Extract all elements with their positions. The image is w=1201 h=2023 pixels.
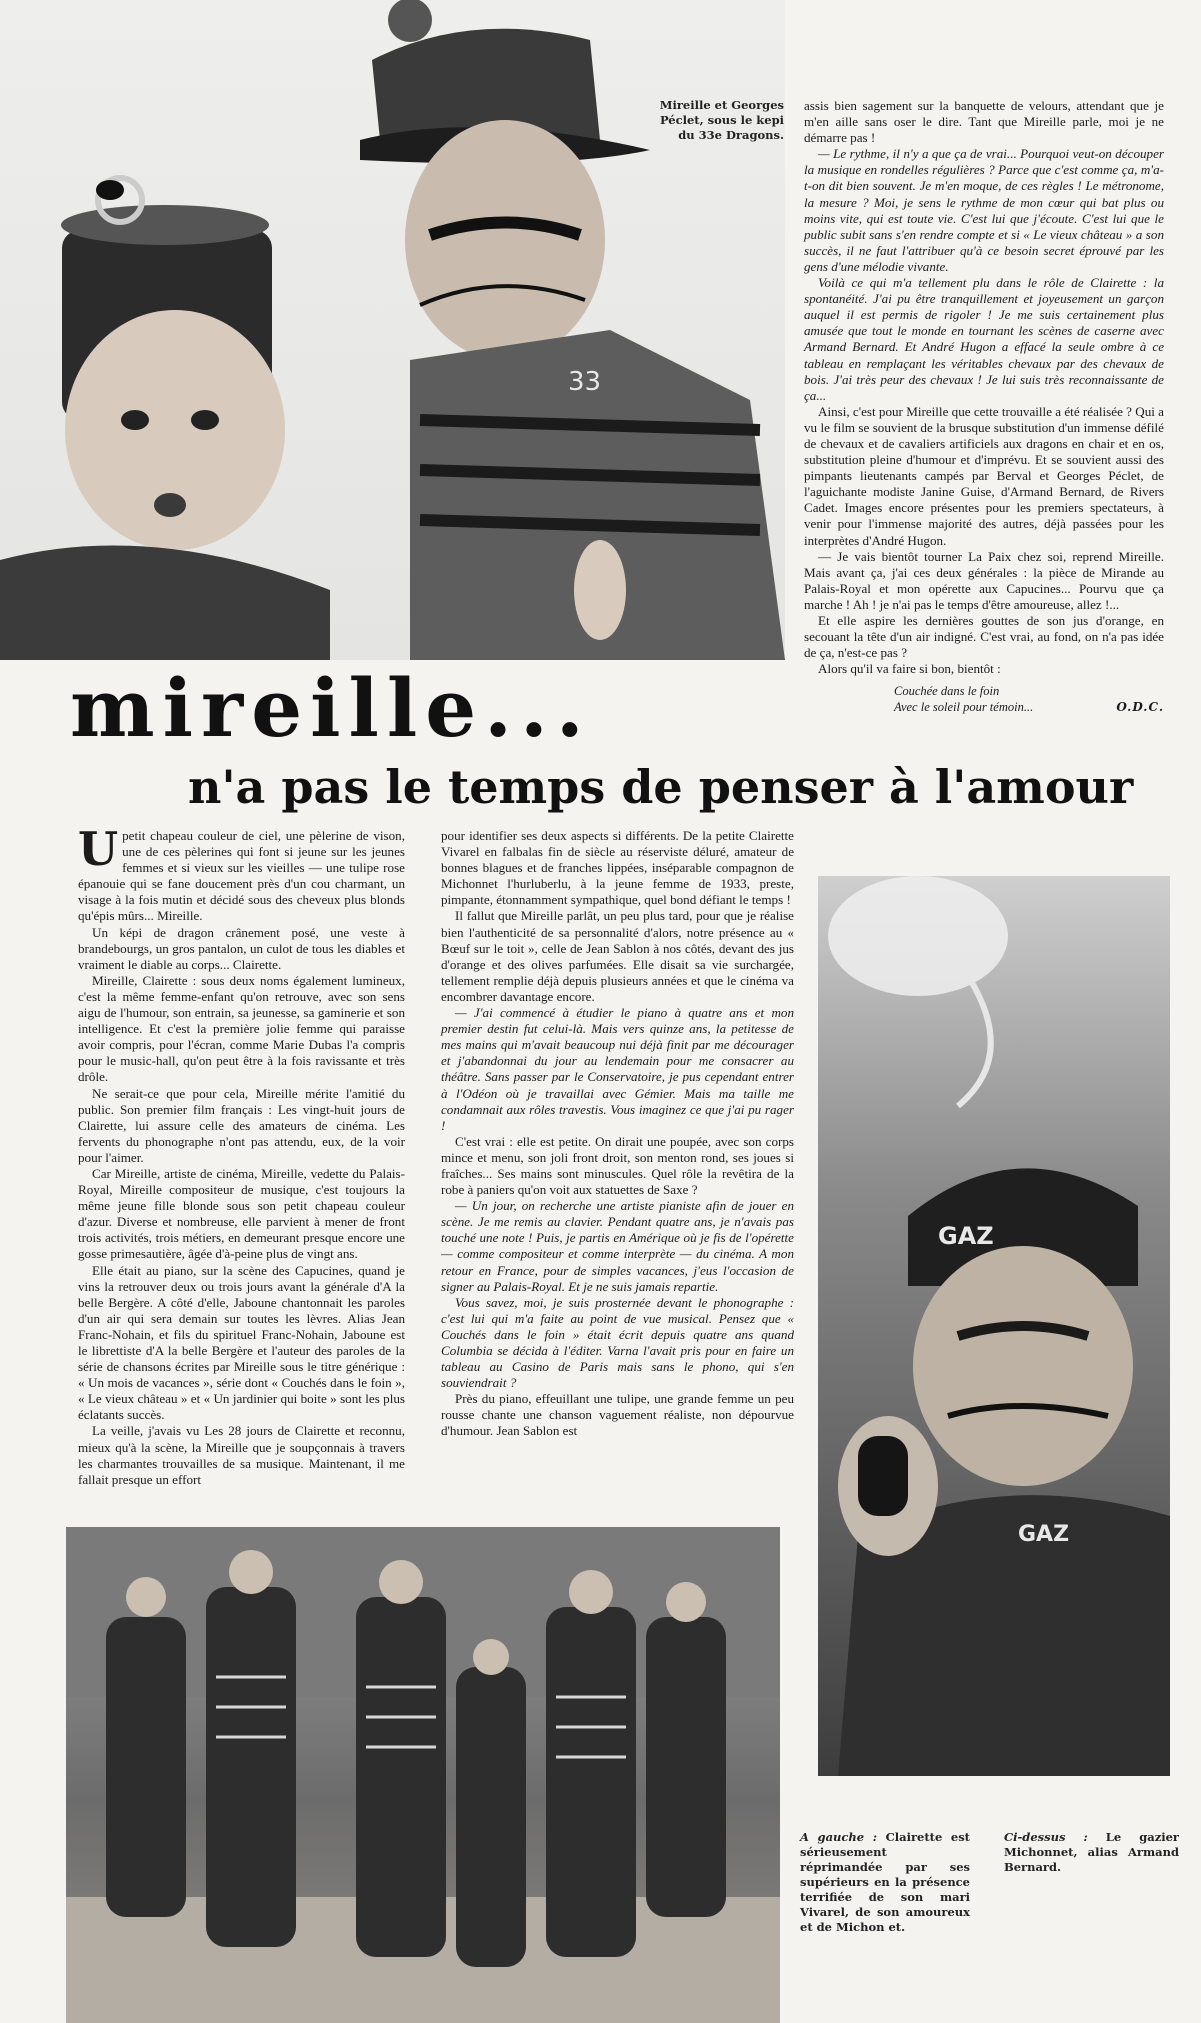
column-left bbox=[78, 822, 405, 1488]
paragraph: — Un jour, on recherche une artiste pianiste afin de jouer en scène. Je me remis au clavier. Pendant quatre ans, je n'avais pas touché une note ! Puis, je partis en Amérique où je fis de l'opérette — comme compositeur et comme interprète — du cinéma. A mon retour en France, pour de simples vacances, j'eus l'occasion de signer au Palais-Royal. Et je ne suis jamais repartie. bbox=[441, 1198, 794, 1294]
paragraph: assis bien sagement sur la banquette de velours, attendant que je m'en aille sans oser le dire. Tant que Mireille parle, moi je ne démarre pas ! bbox=[804, 98, 1164, 146]
paragraph: Voilà ce qui m'a tellement plu dans le rôle de Clairette : la spontanéité. J'ai pu être tranquillement et joyeusement un garçon auquel il est permis de rigoler ! Je me suis certainement plus amusée que tout le monde en tournant les scènes de caserne avec Armand Bernard. Et André Hugon a effacé la seule ombre à ce tableau en remplaçant les véritables chevaux par des chevaux de bois. J'ai très peur des chevaux ! Je lui suis très reconnaissante de ça... bbox=[804, 275, 1164, 403]
bottom-left-photo bbox=[66, 1527, 780, 2023]
kepi-number: 33 bbox=[568, 367, 602, 397]
paragraph: Ne serait-ce que pour cela, Mireille mérite l'amitié du public. Son premier film français : Les vingt-huit jours de Clairette, lui assure celle des amateurs de cinéma. Les fervents du phonographe n'ont pas attendu, eux, de la voir pour l'aimer. bbox=[78, 1085, 405, 1165]
paragraph: La veille, j'avais vu Les 28 jours de Clairette et reconnu, mieux qu'à la scène, la Mireille que je soupçonnais à travers les charmantes trouvailles de sa musique. Maintenant, il me fallait presque un effort bbox=[78, 1423, 405, 1487]
paragraph: Il fallut que Mireille parlât, un peu plus tard, pour que je réalise bien l'authenticité de sa personnalité d'alors, notre présence au « Bœuf sur le toit », celle de Jean Sablon à nos côtés, devant des jus d'orange et des olives parfumées. Elle disait sa vie surchargée, tellement remplie déjà depuis plusieurs années et que le cinéma va encombrer davantage encore. bbox=[441, 908, 794, 1004]
headline: mireille... bbox=[70, 661, 592, 755]
paragraph: Un képi de dragon crânement posé, une veste à brandebourgs, un gros pantalon, un culot de tous les diables et vraiment le diable au corps... Clairette. bbox=[78, 924, 405, 972]
paragraph: Alors qu'il va faire si bon, bientôt : bbox=[818, 661, 1001, 677]
column-right bbox=[804, 98, 1164, 715]
top-photo-caption: Mireille et Georges Péclet, sous le kepi du 33e Dragons. bbox=[659, 98, 784, 142]
paragraph: pour identifier ses deux aspects si différents. De la petite Clairette Vivarel en falbalas fin de siècle au réserviste déluré, amateur de bonnes blagues et de franches lippées, inséparable compagnon de Michonnet l'hurluberlu, à la jeune femme de 1933, preste, pimpante, étonnamment sympathique, quel bond défiant le temps ! bbox=[441, 828, 794, 908]
cap-badge: GAZ bbox=[938, 1222, 994, 1250]
poem bbox=[894, 683, 1164, 715]
caption-right-text: Le gazier Michonnet, alias Armand Bernard. bbox=[1004, 1830, 1179, 1874]
paragraph: Et elle aspire les dernières gouttes de son jus d'orange, en secouant la tête d'un air indigné. C'est vrai, au fond, on n'a pas idée de ça, n'est-ce pas ? bbox=[804, 613, 1164, 661]
paragraph: Elle était au piano, sur la scène des Capucines, quand je vins la retrouver deux ou trois jours avant la générale d'A la belle Bergère. A côté d'elle, Jaboune chantonnait les paroles d'un air qui sera demain sur toutes les lèvres. Alias Jean Franc-Nohain, et fils du spirituel Franc-Nohain, Jaboune est le librettiste d'A la belle Bergère et l'auteur des paroles de la série de chansons écrites par Mireille sous le titre générique : « Un mois de vacances », série dont « Couchés dans le foin », « Le vieux château » et « Un jardinier qui boite » sont les plus éclatants succès. bbox=[78, 1262, 405, 1423]
paragraph: C'est vrai : elle est petite. On dirait une poupée, avec son corps mince et menu, son joli front droit, son menton rond, ses joues si fraîches... Ses mains sont minuscules. Quel rôle la revêtira de la robe à paniers qu'on voit aux statuettes de Saxe ? bbox=[441, 1133, 794, 1198]
paragraph: — J'ai commencé à étudier le piano à quatre ans et mon premier destin fut celui-là. Mais vers quinze ans, la petitesse de mes mains qui m'avait beaucoup nui déjà finit par me décourager et j'abandonnai du jour au lendemain pour me consacrer au théâtre. Sans passer par le Conservatoire, je pus cependant entrer à l'Odéon où je travaillai avec Gémier. Mais ma taille me condamnait aux rôles travestis. Vous imaginez ce que j'ai pu rager ! bbox=[441, 1005, 794, 1133]
paragraph: Mireille, Clairette : sous deux noms également lumineux, c'est la même femme-enfant qu'on retrouve, avec son sens aigu de l'humour, son entrain, sa jeunesse, sa gaminerie et son intelligence. Et c'est la première jolie femme qui paraisse avoir compris, pour l'écran, comme Marie Dubas l'a compris pour le music-hall, qu'on peut être à la fois ravissante et très drôle. bbox=[78, 972, 405, 1085]
paragraph: Ainsi, c'est pour Mireille que cette trouvaille a été réalisée ? Qui a vu le film se souvient de la brusque substitution d'un immense défilé de chevaux et de cavaliers artificiels aux dragons en chair et en os, substitution pleine d'humour et d'imprévu. Et se souvient aussi des pimpants lieutenants campés par Berval et Georges Péclet, de l'aguichante modiste Janine Guise, d'Armand Bernard, de Rivers Cadet. Images encore présentes pour les premiers spectateurs, à venir pour l'immense majorité des autres, déjà passées pour les interprètes d'André Hugon. bbox=[804, 403, 1164, 548]
caption-left-label: A gauche : bbox=[800, 1830, 877, 1844]
paragraph: Car Mireille, artiste de cinéma, Mireille, vedette du Palais-Royal, Mireille compositeur de musique, c'est toujours la même jeune fille blonde sous son petit chapeau couleur d'azur. Diverse et nombreuse, elle parvient à mener de front trois activités, trois métiers, en demeurant presque encore une gosse primesautière, âgée d'à-peine plus de vingt ans. bbox=[78, 1165, 405, 1262]
caption-right bbox=[1004, 1830, 1179, 1875]
caption-right-label: Ci-dessus : bbox=[1004, 1830, 1088, 1844]
caption-left-text: Clairette est sérieusement réprimandée par ses supérieurs en la présence terrifiée de son mari Vivarel, de son amoureux et de Michon et. bbox=[800, 1830, 970, 1934]
sleeve-badge: GAZ bbox=[1018, 1522, 1070, 1547]
poem-line: Avec le soleil pour témoin... bbox=[894, 700, 1034, 715]
column-middle bbox=[441, 828, 794, 1440]
paragraph-lead: Upetit chapeau couleur de ciel, une pèlerine de vison, une de ces pèlerines qui font si jeune sur les jeunes femmes et si vieux sur les vieilles — une tulipe rose épanouie qui se fane doucement près d'un cou charmant, un visage à la fois mutin et décidé sous des cheveux plus blonds qu'épis mûrs... Mireille. bbox=[78, 822, 405, 924]
poem-line: Couchée dans le foin bbox=[894, 684, 1000, 699]
paragraph: Vous savez, moi, je suis prosternée devant le phonographe : c'est lui qui m'a faite au point de vue musical. Pensez que « Couchés dans le foin » était écrit depuis quatre ans quand Columbia se décida à l'éditer. Varna l'avait pris pour en faire un tableau au Casino de Paris mais sans le phono, qui s'en souviendrait ? bbox=[441, 1294, 794, 1391]
caption-left bbox=[800, 1830, 970, 1935]
right-photo bbox=[818, 876, 1170, 1776]
paragraph: — Le rythme, il n'y a que ça de vrai... Pourquoi veut-on découper la musique en rondelles régulières ? Parce que c'est comme ça, m'a-t-on dit bien souvent. Je m'en moque, de ces règles ! Le métronome, la mesure ? Moi, je sens le rythme de mon cœur qui bat plus ou moins vite, qui est toute vie. C'est lui que j'écoute. C'est lui que le public subit sans s'en rendre compte et si « Le vieux château » a son succès, il ne faut l'attribuer qu'à ce besoin secret éprouvé par les gens d'une mélodie vivante. bbox=[804, 146, 1164, 274]
subheadline: n'a pas le temps de penser à l'amour bbox=[188, 760, 1134, 814]
signature: O.D.C. bbox=[1116, 700, 1164, 715]
paragraph: — Je vais bientôt tourner La Paix chez soi, reprend Mireille. Mais avant ça, j'ai ces deux générales : la pièce de Mirande au Palais-Royal et mon opérette aux Capucines... Pourvu que ça marche ! Ah ! je n'ai pas le temps d'être amoureuse, allez !... bbox=[804, 548, 1164, 612]
drop-cap: U bbox=[78, 822, 119, 876]
paragraph: Près du piano, effeuillant une tulipe, une grande femme un peu rousse chante une chanson vaguement réaliste, non dépourvue d'humour. Jean Sablon est bbox=[441, 1391, 794, 1439]
